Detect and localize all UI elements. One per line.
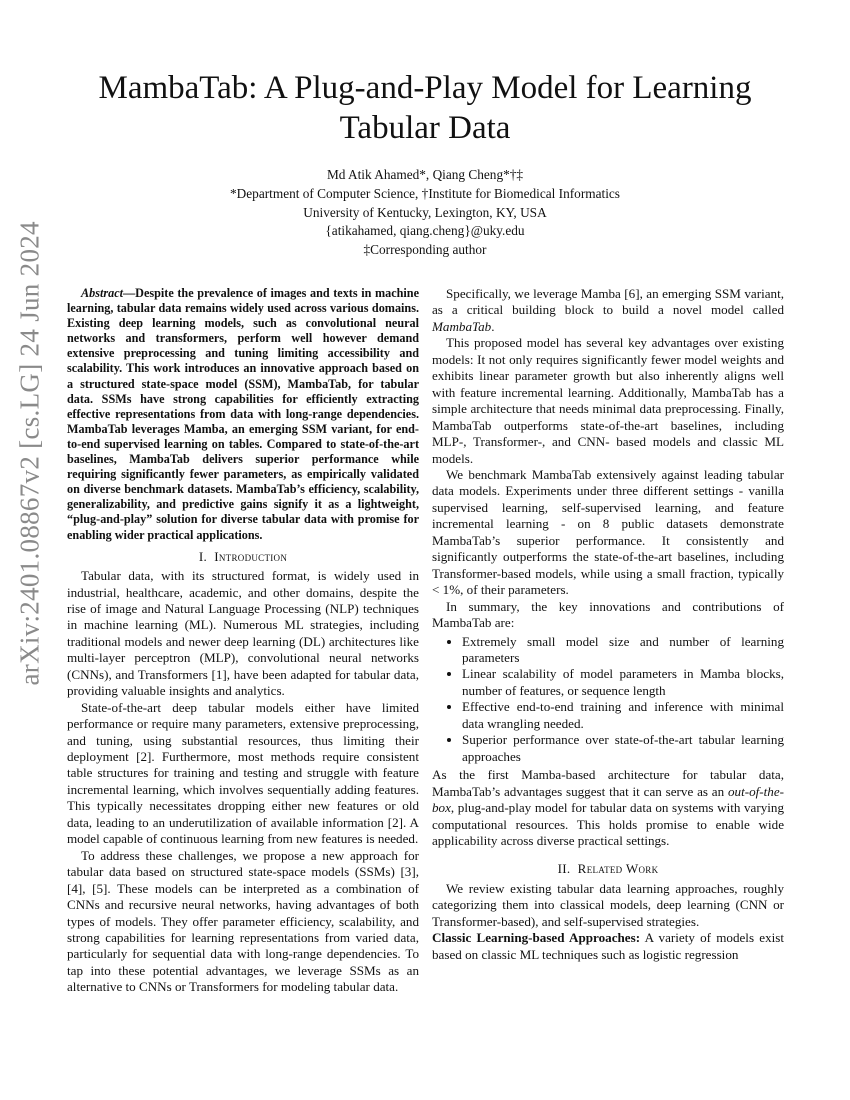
intro-paragraph-8: As the first Mamba-based architecture for tabular data, MambaTab’s advantages suggest that it can serve as an out-of-the-box, plug-and-play model for tabular data on systems with varying computational resources. This holds promise to enable wide applicability across diverse practical settings. — [432, 767, 784, 848]
intro-paragraph-5: This proposed model has several key advantages over existing models: It not only requires significantly fewer model weights and exhibits linear parameter growth but also inherently aligns well with feature incremental learning. Additionally, MambaTab has a simple architecture that needs minimal data preprocessing. Finally, MambaTab outperforms state-of-the-art baselines, including MLP-, Transformer-, and CNN- based models and classic ML models. — [432, 335, 784, 466]
section-heading-related-work — [432, 861, 784, 877]
intro-paragraph-3: To address these challenges, we propose a new approach for tabular data based on structured state-space models (SSMs) [3], [4], [5]. These models can be interpreted as a combination of CNNs and recursive neural networks, having advantages of both types of models. They offer parameter efficiency, scalability, and strong capabilities for learning representations from varied data, particularly for sequential data with long-range dependencies. To tap into these potential advantages, we leverage SSMs as an alternative to CNNs or Transformers for modeling tabular data. — [67, 847, 419, 995]
contributions-list — [432, 634, 784, 766]
model-name-italic: MambaTab — [432, 318, 492, 334]
left-column — [67, 286, 419, 996]
section-title: Introduction — [214, 548, 288, 564]
right-column — [432, 286, 784, 963]
list-item: • Linear scalability of model parameters in Mamba blocks, number of features, or sequence length — [462, 666, 784, 699]
subsection-label: Classic Learning-based Approaches: — [432, 930, 641, 946]
list-item: • Effective end-to-end training and inference with minimal data wrangling needed. — [462, 699, 784, 732]
list-item: • Extremely small model size and number of learning parameters — [462, 634, 784, 667]
arxiv-stamp: arXiv:2401.08867v2 [cs.LG] 24 Jun 2024 — [14, 221, 45, 686]
intro-paragraph-1: Tabular data, with its structured format, is widely used in industrial, healthcare, academic, and other domains, despite the rise of image and Natural Language Processing (NLP) techniques in machine learning (ML). Numerous ML strategies, including traditional models and newer deep learning (DL) architectures like multi-layer perceptron (MLP), convolutional neural networks (CNNs), and Transformers [1], have been adapted for tabular data, providing valuable insights and analytics. — [67, 568, 419, 699]
out-of-the-box-italic: out-of-the-box — [432, 783, 784, 816]
abstract-label: Abstract — [81, 286, 123, 300]
paper-title: MambaTab: A Plug-and-Play Model for Learning Tabular Data — [98, 70, 752, 146]
affiliations: *Department of Computer Science, †Institute for Biomedical Informatics — [230, 185, 620, 201]
section-title: Related Work — [577, 861, 659, 877]
author-block — [60, 166, 790, 260]
intro-paragraph-4: Specifically, we leverage Mamba [6], an emerging SSM variant, as a critical building block to build a novel model called MambaTab. — [432, 286, 784, 334]
abstract — [67, 286, 419, 543]
intro-paragraph-2: State-of-the-art deep tabular models either have limited performance or require many parameters, extensive preprocessing, and tuning, using substantial resources, thus limiting their deployment [2]. Furthermore, most methods require consistent table structures for training and testing and struggle with feature incremental learning, which involves sequentially adding features. This typically necessitates dropping either new features or old data, leading to an underutilization of available information [2]. A model capable of continuous learning from new features is needed. — [67, 699, 419, 847]
intro-paragraph-7: In summary, the key innovations and contributions of MambaTab are: — [432, 598, 784, 631]
section-heading-introduction — [67, 549, 419, 565]
related-paragraph-1: We review existing tabular data learning approaches, roughly categorizing them into classical models, deep learning (CNN or Transformer-based), and self-supervised strategies. — [432, 880, 784, 929]
related-paragraph-2: Classic Learning-based Approaches: A variety of models exist based on classic ML techniques such as logistic regression — [432, 930, 784, 962]
list-item: • Superior performance over state-of-the-art tabular learning approaches — [462, 732, 784, 765]
intro-paragraph-6: We benchmark MambaTab extensively against leading tabular data models. Experiments under three different settings - vanilla supervised learning, self-supervised learning, and feature incremental learning - on 8 public datasets demonstrate MambaTab’s superior performance. It consistently and significantly outperforms the state-of-the-art baselines, including Transformer-based models, while using a small fraction, typically < 1%, of their parameters. — [432, 466, 784, 598]
university: University of Kentucky, Lexington, KY, USA — [303, 204, 547, 220]
author-names: Md Atik Ahamed*, Qiang Cheng*†‡ — [326, 167, 524, 182]
abstract-text: —Despite the prevalence of images and texts in machine learning, tabular data remains widely used across various domains. Existing deep learning models, such as convolutional neural networks and transformers, perform well however demand extensive preprocessing and tuning limiting accessibility and scalability. This work introduces an innovative approach based on a structured state-space model (SSM), MambaTab, for tabular data. SSMs have strong capabilities for efficiently extracting effective representations from data with long-range dependencies. MambaTab leverages Mamba, an emerging SSM variant, for end-to-end supervised learning on tables. Compared to state-of-the-art baselines, MambaTab delivers superior performance while requiring significantly fewer parameters, as empirically validated on diverse benchmark datasets. MambaTab’s efficiency, scalability, generalizability, and predictive gains signify it as a lightweight, “plug-and-play” solution for diverse tabular data with promise for enabling wider practical applications. — [67, 286, 419, 542]
section-number: I. — [198, 548, 208, 564]
emails: {atikahamed, qiang.cheng}@uky.edu — [325, 223, 525, 239]
section-number: II. — [557, 861, 571, 877]
corresponding-author-note: ‡Corresponding author — [363, 242, 487, 258]
